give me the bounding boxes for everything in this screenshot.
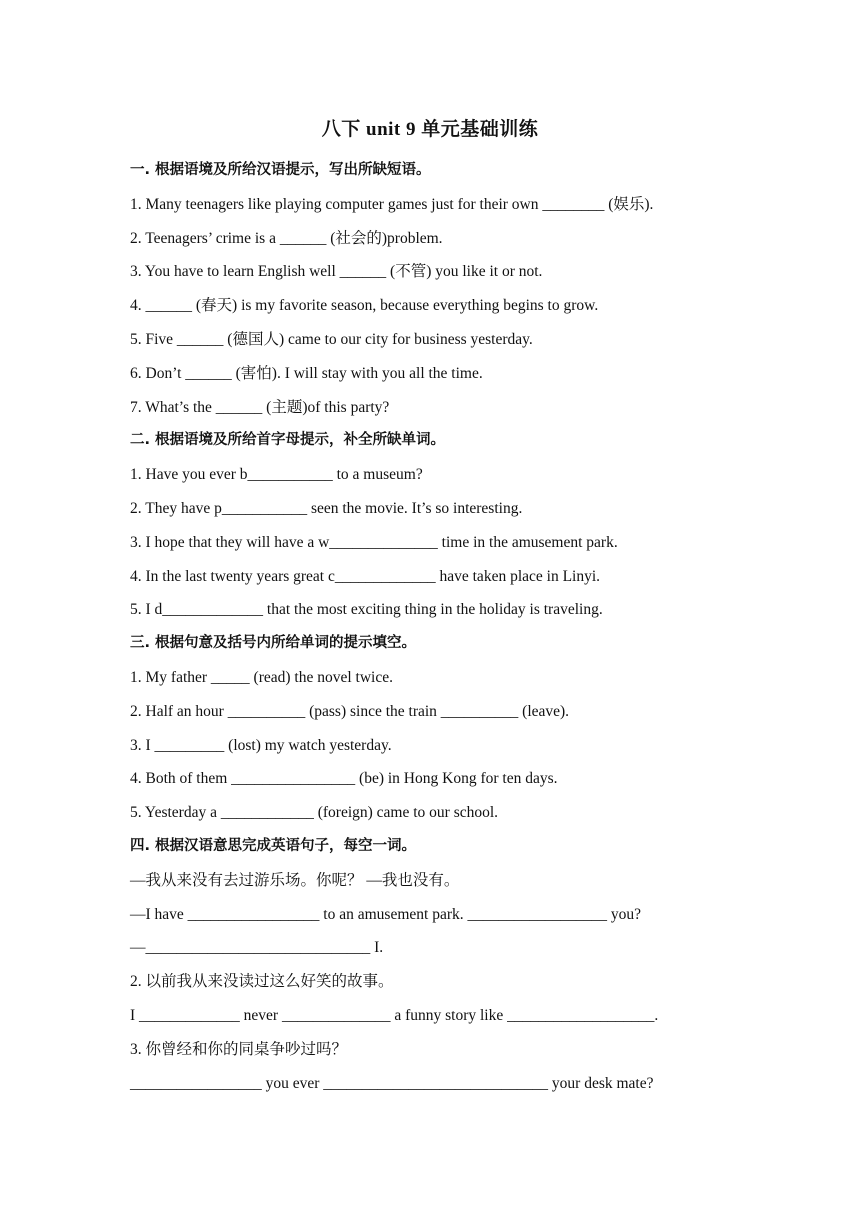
section-2-heading: 二. 根据语境及所给首字母提示，补全所缺单词。 — [130, 432, 446, 449]
section-4-heading: 四. 根据汉语意思完成英语句子，每空一词。 — [130, 837, 417, 854]
question-line: —I have _________________ to an amusement park. __________________ you? — [130, 905, 641, 923]
question-line: 2. 以前我从来没读过这么好笑的故事。 — [130, 973, 394, 991]
question-line: 1. Many teenagers like playing computer games just for their own ________ (娱乐). — [130, 195, 654, 213]
section-1-heading: 一. 根据语境及所给汉语提示，写出所缺短语。 — [130, 162, 431, 178]
worksheet-content — [130, 154, 750, 1100]
question-line: _________________ you ever _____________________________ your desk mate? — [130, 1074, 654, 1092]
question-line: 4. Both of them ________________ (be) in Hong Kong for ten days. — [130, 770, 558, 788]
question-line: 4. In the last twenty years great c_____________ have taken place in Linyi. — [130, 567, 601, 585]
question-line: 2. They have p___________ seen the movie. It’s so interesting. — [130, 499, 523, 517]
question-line: —_____________________________ I. — [130, 939, 384, 957]
question-line: 7. What’s the ______ (主题)of this party? — [130, 398, 390, 416]
question-line: 3. I _________ (lost) my watch yesterday. — [130, 736, 392, 754]
question-line: 5. I d_____________ that the most exciting thing in the holiday is traveling. — [130, 601, 603, 619]
question-line: 3. I hope that they will have a w______________ time in the amusement park. — [130, 533, 618, 551]
question-line: 3. You have to learn English well ______ (不管) you like it or not. — [130, 263, 543, 281]
section-3-heading: 三. 根据句意及括号内所给单词的提示填空。 — [130, 635, 417, 652]
page-title: 八下 unit 9 单元基础训练 — [321, 119, 539, 140]
question-line: 2. Teenagers’ crime is a ______ (社会的)problem. — [130, 229, 443, 247]
question-line: 2. Half an hour __________ (pass) since the train __________ (leave). — [130, 702, 570, 720]
question-line: 1. My father _____ (read) the novel twice. — [130, 668, 393, 686]
question-line: 1. Have you ever b___________ to a museum? — [130, 466, 423, 484]
question-line: 5. Five ______ (德国人) came to our city for business yesterday. — [130, 330, 533, 348]
question-line: 3. 你曾经和你的同桌争吵过吗？ — [130, 1040, 348, 1058]
question-line: 5. Yesterday a ____________ (foreign) came to our school. — [130, 804, 499, 822]
question-line: —我从来没有去过游乐场。你呢？ —我也没有。 — [130, 871, 460, 889]
question-line: I _____________ never ______________ a funny story like ___________________. — [130, 1006, 659, 1024]
question-line: 4. ______ (春天) is my favorite season, because everything begins to grow. — [130, 297, 599, 315]
question-line: 6. Don’t ______ (害怕). I will stay with you all the time. — [130, 364, 483, 382]
